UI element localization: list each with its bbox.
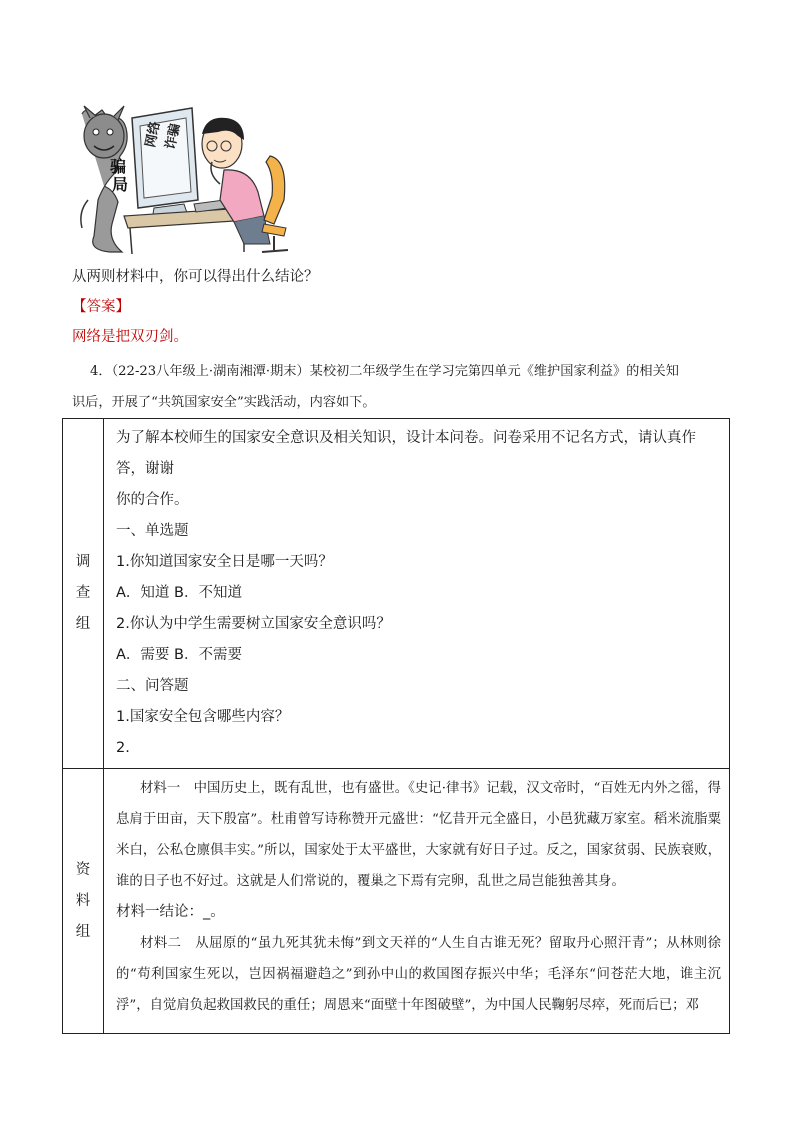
section-single-choice: 一、单选题 <box>116 523 189 539</box>
materials-content <box>104 769 730 1034</box>
survey-q2-options: A．需要 B．不需要 <box>116 647 242 663</box>
table-row-materials <box>63 769 730 1034</box>
section-qa: 二、问答题 <box>116 678 189 694</box>
survey-intro-2: 你的合作。 <box>116 492 189 508</box>
survey-q2: 2.你认为中学生需要树立国家安全意识吗？ <box>116 616 391 632</box>
question-4-line-1: 4．（22-23八年级上·湖南湘潭·期末）某校初二年级学生在学习完第四单元《维护国家利益》的相关知 <box>90 364 679 379</box>
material-2: 材料二 从屈原的“虽九死其犹未悔”到文天祥的“人生自古谁无死？留取丹心照汗青”；从林则徐的“苟利国家生死以，岂因祸福避趋之”到孙中山的救国图存振兴中华；毛泽东“问苍茫大地，谁主沉浮”，自觉肩负起救国救民的重任；周恩来“面壁十年图破壁”，为中国人民鞠躬尽瘁，死而后已；邓 <box>116 936 721 1013</box>
screen-text-2: 诈骗 <box>163 122 184 151</box>
devil-caption-bottom: 局 <box>112 175 129 194</box>
activity-table <box>62 418 730 1034</box>
man-figure <box>202 118 270 244</box>
label-char: 料 <box>75 892 91 909</box>
question-4-stem <box>72 356 732 418</box>
label-char: 组 <box>75 616 91 632</box>
survey-q1: 1.你知道国家安全日是哪一天吗？ <box>116 554 333 570</box>
devil-caption-top: 骗 <box>110 157 127 176</box>
answer-text: 网络是把双刃剑。 <box>72 329 188 345</box>
answer-label: 【答案】 <box>72 299 130 315</box>
materials-group-label <box>63 769 104 1034</box>
label-char: 组 <box>75 923 91 940</box>
label-char: 调 <box>75 554 91 570</box>
label-char: 资 <box>75 861 91 878</box>
question-4-line-2: 识后，开展了“共筑国家安全”实践活动，内容如下。 <box>72 395 376 410</box>
computer-monitor <box>132 108 198 220</box>
survey-content <box>104 419 730 769</box>
survey-q1-options: A．知道 B．不知道 <box>116 585 242 601</box>
screen-text-1: 网络 <box>143 120 164 149</box>
survey-intro-1: 为了解本校师生的国家安全意识及相关知识，设计本问卷。问卷采用不记名方式，请认真作答，谢谢 <box>116 430 696 477</box>
material-1-conclusion: 材料一结论：_。 <box>116 904 225 920</box>
survey-qa-2: 2. <box>116 740 130 756</box>
survey-group-label <box>63 419 104 769</box>
label-char: 查 <box>75 585 91 601</box>
survey-qa-1: 1.国家安全包含哪些内容？ <box>116 709 290 725</box>
internet-fraud-illustration <box>74 104 296 254</box>
table-row-survey <box>63 419 730 769</box>
material-1: 材料一 中国历史上，既有乱世，也有盛世。《史记·律书》记载，汉文帝时，“百姓无内外之徭，得息肩于田亩，天下殷富”。杜甫曾写诗称赞开元盛世：“忆昔开元全盛日，小邑犹藏万家室。稻米流脂粟米白，公私仓廪俱丰实。”所以，国家处于太平盛世，大家就有好日子过。反之，国家贫弱、民族衰败，谁的日子也不好过。这就是人们常说的，覆巢之下焉有完卵，乱世之局岂能独善其身。 <box>116 781 721 889</box>
question-text: 从两则材料中，你可以得出什么结论？ <box>72 269 319 285</box>
